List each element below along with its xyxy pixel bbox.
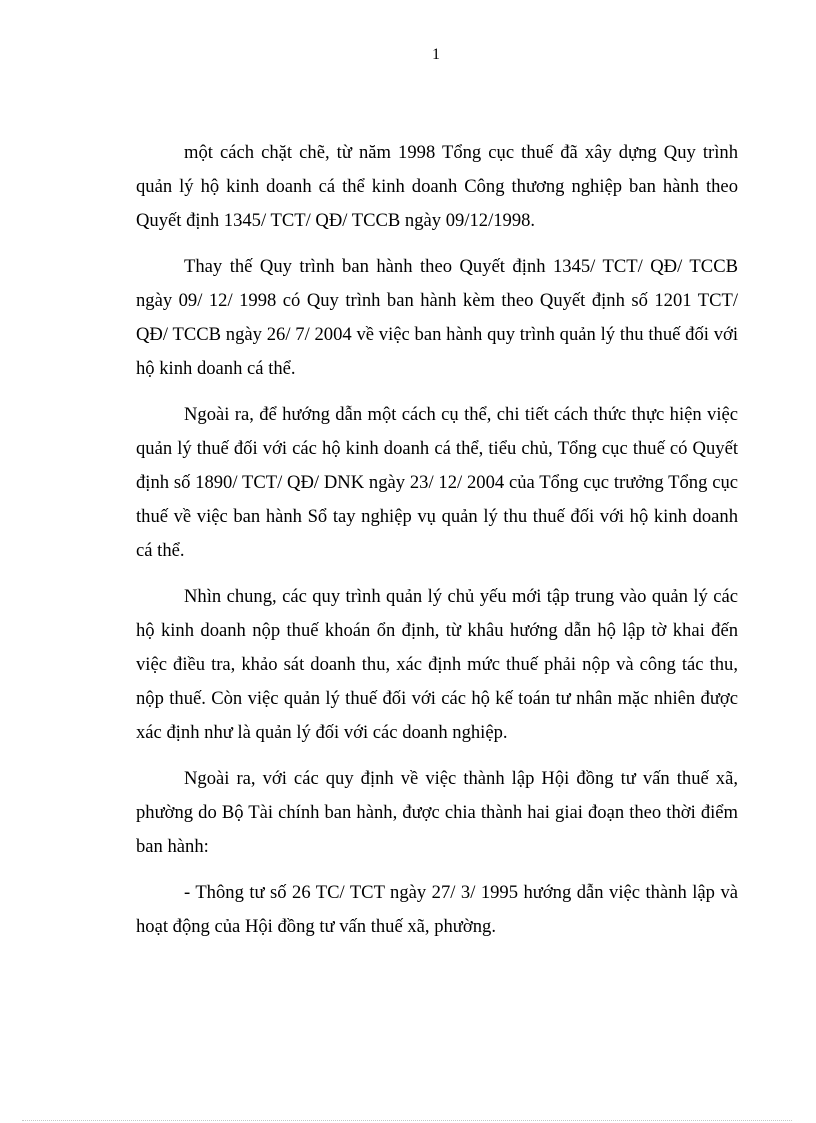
page-number: 1 — [432, 46, 440, 63]
list-item-paragraph: - Thông tư số 26 TC/ TCT ngày 27/ 3/ 1995 hướng dẫn việc thành lập và hoạt động của Hội đồng tư vấn thuế xã, phường. — [136, 882, 738, 937]
paragraph: Ngoài ra, với các quy định về việc thành lập Hội đồng tư vấn thuế xã, phường do Bộ Tài chính ban hành, được chia thành hai giai đoạn theo thời điểm ban hành: — [136, 768, 738, 857]
paragraph: Nhìn chung, các quy trình quản lý chủ yếu mới tập trung vào quản lý các hộ kinh doanh nộp thuế khoán ổn định, từ khâu hướng dẫn hộ lập tờ khai đến việc điều tra, khảo sát doanh thu, xác định mức thuế phải nộp và công tác thu, nộp thuế. Còn việc quản lý thuế đối với các hộ kế toán tư nhân mặc nhiên được xác định như là quản lý đối với các doanh nghiệp. — [136, 586, 738, 743]
paragraph: Ngoài ra, để hướng dẫn một cách cụ thể, chi tiết cách thức thực hiện việc quản lý thuế đối với các hộ kinh doanh cá thể, tiểu chủ, Tổng cục thuế có Quyết định số 1890/ TCT/ QĐ/ DNK ngày 23/ 12/ 2004 của Tổng cục trưởng Tổng cục thuế về việc ban hành Sổ tay nghiệp vụ quản lý thu thuế đối với hộ kinh doanh cá thể. — [136, 404, 738, 561]
page-bottom-divider — [22, 1120, 792, 1121]
paragraph: Thay thế Quy trình ban hành theo Quyết định 1345/ TCT/ QĐ/ TCCB ngày 09/ 12/ 1998 có Quy trình ban hành kèm theo Quyết định số 1201 TCT/ QĐ/ TCCB ngày 26/ 7/ 2004 về việc ban hành quy trình quản lý thu thuế đối với hộ kinh doanh cá thể. — [136, 256, 738, 379]
paragraph: một cách chặt chẽ, từ năm 1998 Tổng cục thuế đã xây dựng Quy trình quản lý hộ kinh doanh cá thể kinh doanh Công thương nghiệp ban hành theo Quyết định 1345/ TCT/ QĐ/ TCCB ngày 09/12/1998. — [136, 142, 738, 231]
document-body — [136, 136, 738, 956]
